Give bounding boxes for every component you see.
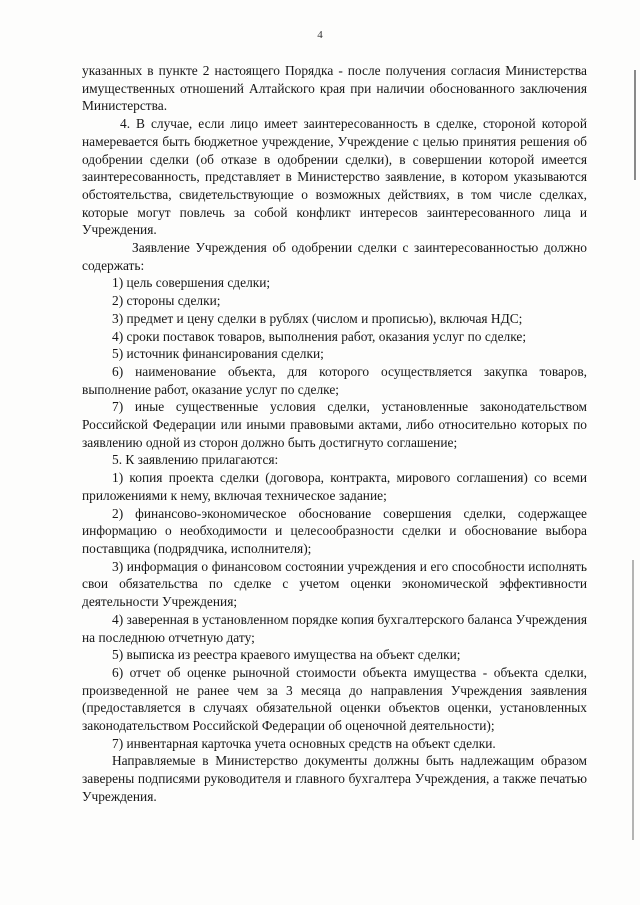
list-item: 2) финансово-экономическое обоснование совершения сделки, содержащее информацию о необходимости и целесообразности сделки и обоснование выбора поставщика (подрядчика, исполнителя); bbox=[82, 505, 587, 556]
scan-edge-artifact bbox=[632, 560, 634, 840]
page-number: 4 bbox=[317, 29, 323, 41]
section-5-heading: 5. К заявлению прилагаются: bbox=[112, 452, 279, 468]
paragraph-item-4: 4. В случае, если лицо имеет заинтересованность в сделке, стороной которой намеревается быть бюджетное учреждение, Учреждение с целью принятия решения об одобрении сделки (об отказе в одобрении сделки), в совершении которой имеется заинтересованность, представляет в Министерство заявление, в котором указываются обстоятельства, свидетельствующие о возможных действиях, в том числе сделках, которые могут повлечь за собой конфликт интересов заинтересованного лица и Учреждения. bbox=[82, 116, 587, 238]
list-item: 5) выписка из реестра краевого имущества на объект сделки; bbox=[112, 647, 461, 663]
paragraph-application-contents: Заявление Учреждения об одобрении сделки с заинтересованностью должно содержать: bbox=[82, 240, 587, 273]
list-item: 3) информация о финансовом состоянии учреждения и его способности исполнять свои обязательства по сделке с учетом оценки экономической эффективности деятельности Учреждения; bbox=[82, 558, 587, 610]
list-item: 1) цель совершения сделки; bbox=[112, 275, 271, 291]
closing-paragraph: Направляемые в Министерство документы должны быть надлежащим образом заверены подписями руководителя и главного бухгалтера Учреждения, а также печатью Учреждения. bbox=[82, 753, 587, 804]
list-item: 6) наименование объекта, для которого осуществляется закупка товаров, выполнение работ, оказание услуг по сделке; bbox=[82, 363, 587, 397]
paragraph-continuation: указанных в пункте 2 настоящего Порядка - после получения согласия Министерства имущественных отношений Алтайского края при наличии обоснованного заключения Министерства. bbox=[82, 63, 587, 114]
document-body bbox=[82, 62, 587, 806]
list-item: 2) стороны сделки; bbox=[112, 293, 221, 309]
list-item: 6) отчет об оценке рыночной стоимости объекта имущества - объекта сделки, произведенной не ранее чем за 3 месяца до направления Учреждения заявления (предоставляется в случаях обязательной оценки объектов оценки, установленных законодательством Российской Федерации об оценочной деятельности); bbox=[82, 664, 587, 734]
list-item: 1) копия проекта сделки (договора, контракта, мирового соглашения) со всеми приложениями к нему, включая техническое задание; bbox=[82, 470, 587, 503]
list-item: 7) иные существенные условия сделки, установленные законодательством Российской Федерации или иными правовыми актами, либо относительно которых по заявлению одной из сторон должно быть достигнуто соглашение; bbox=[82, 399, 587, 450]
list-item: 4) сроки поставок товаров, выполнения работ, оказания услуг по сделке; bbox=[112, 328, 527, 344]
list-item: 7) инвентарная карточка учета основных средств на объект сделки. bbox=[112, 735, 496, 751]
scan-edge-artifact bbox=[634, 70, 636, 180]
application-contents-list bbox=[82, 274, 587, 451]
list-item: 3) предмет и цену сделки в рублях (числом и прописью), включая НДС; bbox=[112, 310, 523, 326]
list-item: 4) заверенная в установленном порядке копия бухгалтерского баланса Учреждения на последнюю отчетную дату; bbox=[82, 611, 587, 645]
attachments-list bbox=[82, 469, 587, 752]
list-item: 5) источник финансирования сделки; bbox=[112, 346, 324, 362]
